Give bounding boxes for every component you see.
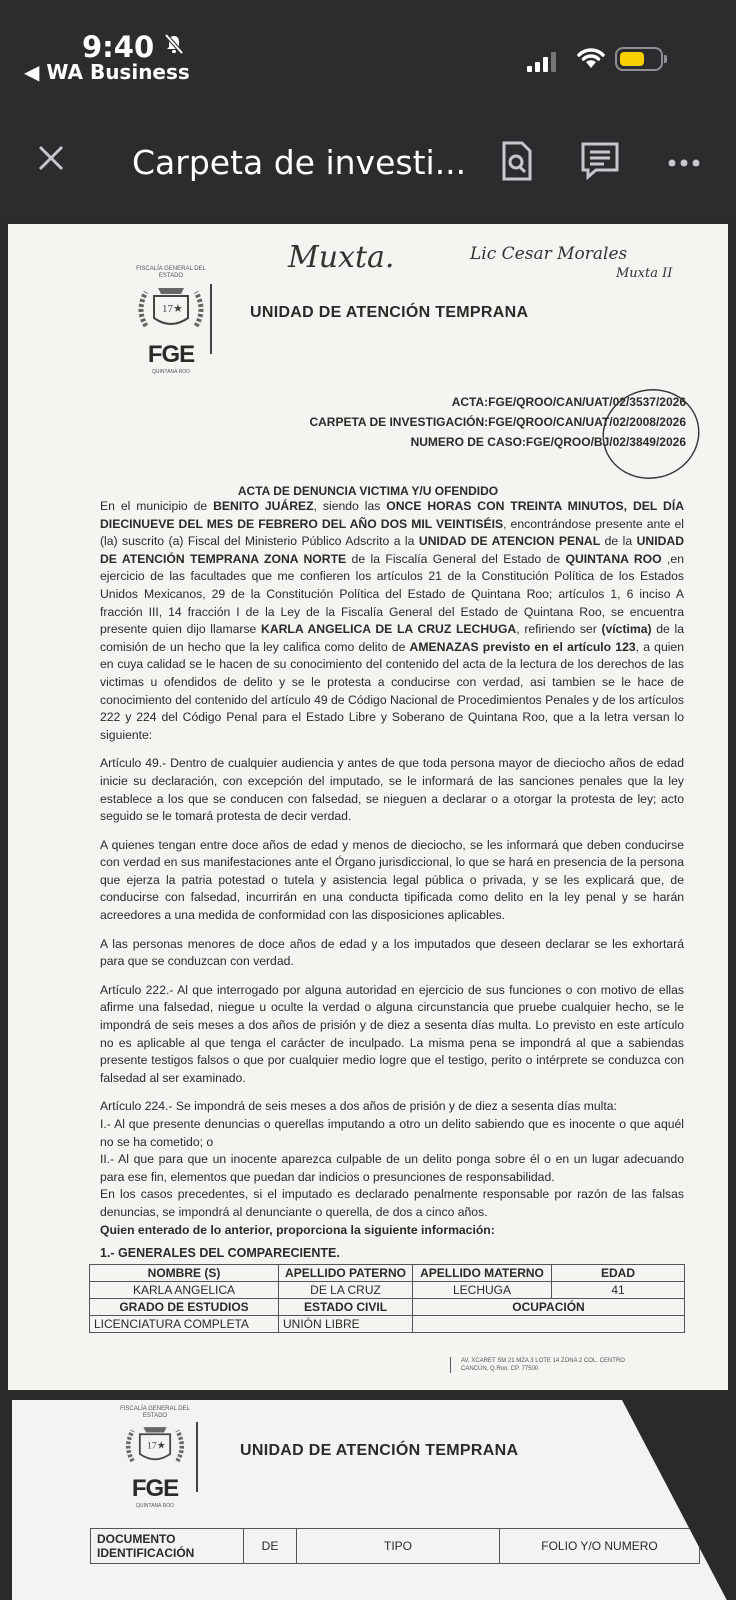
closing-line: Quien enterado de lo anterior, proporciona la siguiente información: bbox=[100, 1222, 495, 1237]
document-body bbox=[100, 498, 684, 1239]
coat-of-arms-icon bbox=[110, 1420, 200, 1470]
unit-title: UNIDAD DE ATENCIÓN TEMPRANA bbox=[240, 1442, 519, 1459]
status-bar bbox=[0, 0, 736, 105]
document-title: Carpeta de investi... bbox=[132, 143, 467, 182]
minors-paragraph: A quienes tengan entre doce años de edad y menos de dieciocho, se les informará que deben conducirse con verdad en sus manifestaciones ante el Órgano jurisdiccional, lo que se hará en presencia de la persona que ejerza la patria potestad o tutela y asistencia legal pública o privada, y se les explicará que, de conducirse con falsedad, incurrirán en una conducta tipificada como delito en la ley penal y se harán acreedores a una medida de conformidad con las disposiciones aplicables. bbox=[100, 837, 684, 923]
comment-icon[interactable] bbox=[580, 141, 620, 186]
table-row: DOCUMENTO IDENTIFICACIÓN DE TIPO FOLIO Y/O NUMERO bbox=[91, 1529, 700, 1564]
table-row: LICENCIATURA COMPLETA UNIÓN LIBRE bbox=[90, 1316, 685, 1333]
search-document-icon[interactable] bbox=[500, 141, 534, 186]
close-icon[interactable] bbox=[34, 141, 68, 175]
bell-slash-icon bbox=[163, 33, 185, 61]
document-page-2 bbox=[12, 1400, 732, 1600]
handwritten-note: Muxta. bbox=[288, 240, 395, 275]
document-page-1 bbox=[8, 224, 728, 1390]
page-fold-shadow bbox=[622, 1400, 732, 1600]
article-224-ii: II.- Al que para que un inocente aparezca culpable de un delito ponga sobre él o en un lugar adecuando para ese fin, elementos que puedan dar indicios o presunciones de responsabilidad. bbox=[100, 1152, 684, 1184]
table-row: KARLA ANGELICA DE LA CRUZ LECHUGA 41 bbox=[90, 1282, 685, 1299]
fge-logo: FISCALÍA GENERAL DEL ESTADO 17★ FGE QUINTANA ROO bbox=[110, 1406, 200, 1509]
article-224: Artículo 224.- Se impondrá de seis meses a dos años de prisión y de diez a sesenta días multa: bbox=[100, 1099, 617, 1114]
identification-table bbox=[90, 1528, 700, 1564]
wifi-icon bbox=[575, 46, 607, 75]
article-49: Artículo 49.- Dentro de cualquier audiencia y antes de que toda persona mayor de dieciocho años de edad inicie su declaración, con excepción del imputado, se le informará de las sanciones penales que la ley establece a los que se conducen con falsedad, se nieguen a declarar o a otorgar la protesta de ley; acto seguido se le tomará protesta de decir verdad. bbox=[100, 756, 684, 824]
case-number: NUMERO DE CASO:FGE/QROO/BJ/02/3849/2026 bbox=[410, 435, 686, 449]
table-row: GRADO DE ESTUDIOS ESTADO CIVIL OCUPACIÓN bbox=[90, 1299, 685, 1316]
logo-divider bbox=[196, 1422, 198, 1492]
battery-icon bbox=[615, 47, 663, 71]
article-222: Artículo 222.- Al que interrogado por alguna autoridad en ejercicio de sus funciones o con motivo de ellas afirme una falsedad, niegue u oculte la verdad o alguna circunstancia que pruebe cualquier hecho, se le impondrá de seis meses a dos años de prisión y de diez a sesenta días multa. Lo previsto en este artículo no es aplicable al que tenga el carácter de inculpado. La misma pena se impondrá al que a sabiendas presente testigos falsos o que por cualquier medio logre que el testigo, perito o intérprete se conduzca con falsedad al ser examinado. bbox=[100, 982, 684, 1085]
unit-title: UNIDAD DE ATENCIÓN TEMPRANA bbox=[250, 304, 529, 321]
under-12-paragraph: A las personas menores de doce años de edad y a los imputados que deseen declarar se les exhortará para que se conduzcan con verdad. bbox=[100, 936, 684, 969]
more-options-icon[interactable] bbox=[668, 155, 700, 173]
clock: 9:40 bbox=[82, 30, 155, 64]
fge-logo: FISCALÍA GENERAL DEL ESTADO 17★ FGE QUINTANA ROO bbox=[126, 266, 216, 375]
viewer-toolbar bbox=[0, 105, 736, 217]
acta-number: ACTA:FGE/QROO/CAN/UAT/02/3537/2026 bbox=[451, 395, 686, 409]
generales-table bbox=[89, 1264, 685, 1333]
coat-of-arms-icon bbox=[126, 280, 216, 336]
article-224-i: I.- Al que presente denuncias o querellas imputando a otro un delito sabiendo que es inocente o que aquél no se ha cometido; o bbox=[100, 1117, 684, 1149]
handwritten-note-2: Muxta II bbox=[616, 266, 673, 281]
generales-heading: 1.- GENERALES DEL COMPARECIENTE. bbox=[100, 1246, 340, 1260]
office-address: AV. XCARET SM 21 MZA 3 LOTE 14 ZONA 2 COL. CENTRO CANCÚN, Q.Roo. CP. 77500 bbox=[450, 1357, 625, 1373]
svg-text:17★: 17★ bbox=[162, 303, 183, 315]
intro-paragraph: En el municipio de BENITO JUÁREZ, siendo las ONCE HORAS CON TREINTA MINUTOS, DEL DÍA DIECINUEVE DEL MES DE FEBRERO DEL AÑO DOS MIL VEINTISÉIS, encontrándose presente ante el (la) suscrito (a) Fiscal del Ministerio Público Adscrito a la UNIDAD DE ATENCION PENAL de la UNIDAD DE ATENCIÓN TEMPRANA ZONA NORTE de la Fiscalía General del Estado de QUINTANA ROO ,en ejercicio de las facultades que me confieren los artículos 21 de la Constitución Política de los Estados Unidos Mexicanos, 29 de la Constitución Política del Estado de Quintana Roo; artículos 1, 6 inciso A fracción III, 14 fracción I de la Ley de la Fiscalía General del Estado de Quintana Roo, se encuentra presente quien dijo llamarse KARLA ANGELICA DE LA CRUZ LECHUGA, refiriendo ser (víctima) de la comisión de un hecho que la ley califica como delito de AMENAZAS previsto en el artículo 123, a quien en cuya calidad se le hacen de su conocimiento del contenido del acta de la lectura de los derechos de las victimas u ofendidos de delito y se le protesta a conducirse con verdad, asi tambien se le hace de conocimiento del contenido del artículo 49 de Código Nacional de Procedimientos Penales y de los artículos 222 y 224 del Código Penal para el Estado Libre y Soberano de Quintana Roo, que a la letra versan lo siguiente: bbox=[100, 499, 685, 742]
carpeta-number: CARPETA DE INVESTIGACIÓN:FGE/QROO/CAN/UAT/02/2008/2026 bbox=[309, 415, 686, 429]
logo-divider bbox=[210, 284, 212, 354]
table-row: NOMBRE (S) APELLIDO PATERNO APELLIDO MATERNO EDAD bbox=[90, 1265, 685, 1282]
svg-text:17★: 17★ bbox=[146, 1440, 166, 1452]
document-heading: ACTA DE DENUNCIA VICTIMA Y/U OFENDIDO bbox=[237, 484, 499, 498]
document-viewer[interactable] bbox=[0, 217, 736, 1600]
back-to-app-link[interactable]: ◀ WA Business bbox=[24, 60, 190, 84]
handwritten-name: Lic Cesar Morales bbox=[470, 244, 628, 264]
article-224-closing: En los casos precedentes, si el imputado es declarado penalmente responsable por razón de las falsas denuncias, se impondrá al denunciante o querella, de dos a cinco años. bbox=[100, 1187, 684, 1219]
cellular-signal-icon bbox=[527, 52, 563, 72]
handwritten-circle bbox=[596, 382, 706, 486]
